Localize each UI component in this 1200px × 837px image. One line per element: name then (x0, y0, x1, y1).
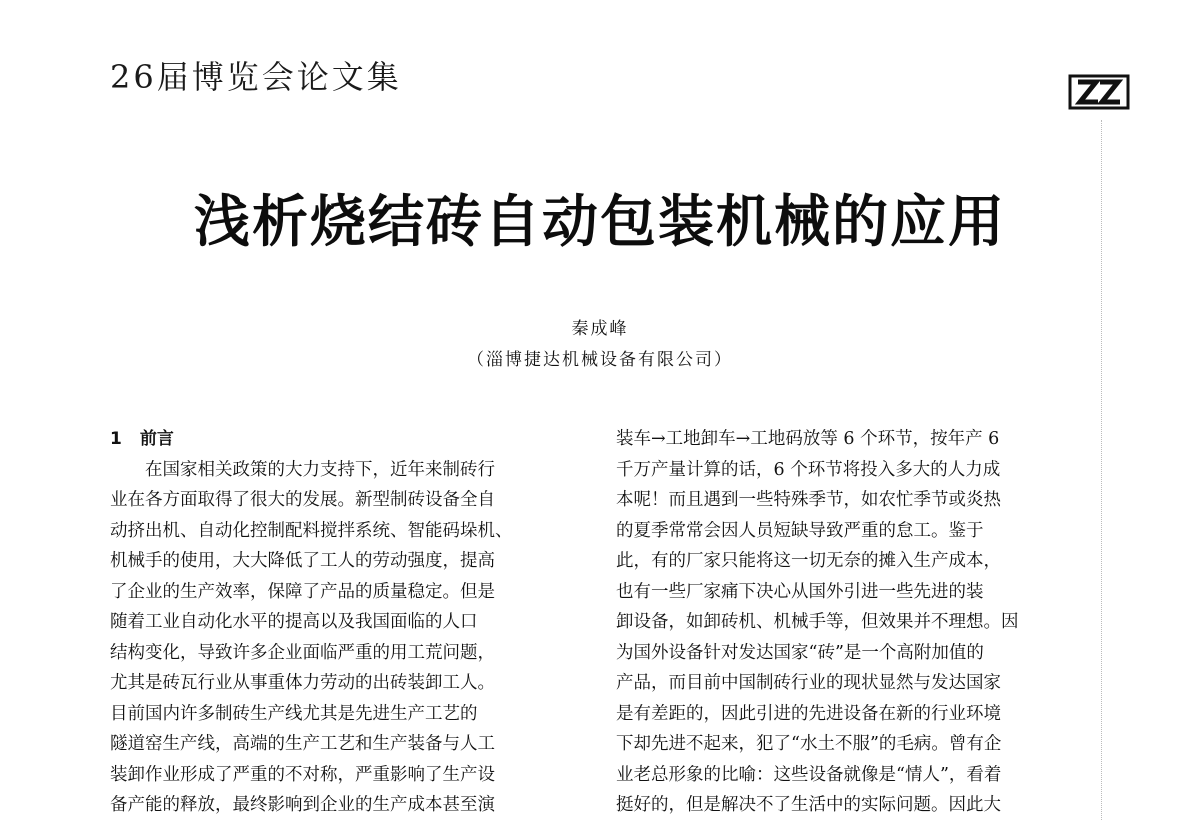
right-column (616, 424, 1084, 821)
body-line: 业在各方面取得了很大的发展。新型制砖设备全自 (110, 490, 495, 510)
body-line: 也有一些厂家痛下决心从国外引进一些先进的装 (616, 581, 984, 602)
body-line: 卸设备，如卸砖机、机械手等，但效果并不理想。因 (616, 612, 1019, 632)
author-name: 秦成峰 (571, 319, 629, 339)
body-line: 装车→工地卸车→工地码放等 6 个环节，按年产 6 (616, 429, 1000, 449)
body-line: 产品，而目前中国制砖行业的现状显然与发达国家 (616, 673, 1001, 693)
body-line: 本呢！而且遇到一些特殊季节，如农忙季节或炎热 (616, 490, 1001, 510)
body-line: 在国家相关政策的大力支持下，近年来制砖行 (110, 459, 495, 480)
body-line: 下却先进不起来，犯了“水土不服”的毛病。曾有企 (616, 734, 1002, 754)
body-line: 隧道窑生产线，高端的生产工艺和生产装备与人工 (110, 734, 495, 754)
body-line: 备产能的释放，最终影响到企业的生产成本甚至演 (110, 795, 495, 815)
body-line: 动挤出机、自动化控制配料搅拌系统、智能码垛机、 (110, 520, 513, 541)
body-line: 业老总形象的比喻：这些设备就像是“情人”，看着 (616, 764, 1002, 785)
body-line: 尤其是砖瓦行业从事重体力劳动的出砖装卸工人。 (110, 673, 495, 693)
body-line: 千万产量计算的话，6 个环节将投入多大的人力成 (616, 459, 1001, 480)
left-column (110, 424, 582, 821)
section-heading (110, 424, 582, 455)
proceedings-series-title: 26届博览会论文集 (110, 58, 402, 96)
section-number: 1 (110, 429, 122, 449)
body-line: 挺好的，但是解决不了生活中的实际问题。因此大 (616, 795, 1001, 815)
body-line: 装卸作业形成了严重的不对称，严重影响了生产设 (110, 764, 495, 785)
body-line: 目前国内许多制砖生产线尤其是先进生产工艺的 (110, 703, 478, 724)
body-line: 是有差距的，因此引进的先进设备在新的行业环境 (616, 703, 1001, 724)
article-title: 浅析烧结砖自动包装机械的应用 (194, 190, 1006, 255)
body-line: 此，有的厂家只能将这一切无奈的摊入生产成本， (616, 551, 1001, 571)
body-line: 了企业的生产效率，保障了产品的质量稳定。但是 (110, 581, 495, 602)
body-line: 为国外设备针对发达国家“砖”是一个高附加值的 (616, 642, 984, 663)
body-line: 机械手的使用，大大降低了工人的劳动强度，提高 (110, 551, 495, 571)
section-heading-text: 前言 (139, 429, 174, 449)
author-affiliation: （淄博捷达机械设备有限公司） (467, 350, 733, 370)
body-line: 随着工业自动化水平的提高以及我国面临的人口 (110, 612, 478, 632)
publisher-logo-icon (1068, 74, 1130, 110)
body-line: 结构变化，导致许多企业面临严重的用工荒问题， (110, 642, 495, 663)
body-line: 的夏季常常会因人员短缺导致严重的怠工。鉴于 (616, 520, 984, 541)
